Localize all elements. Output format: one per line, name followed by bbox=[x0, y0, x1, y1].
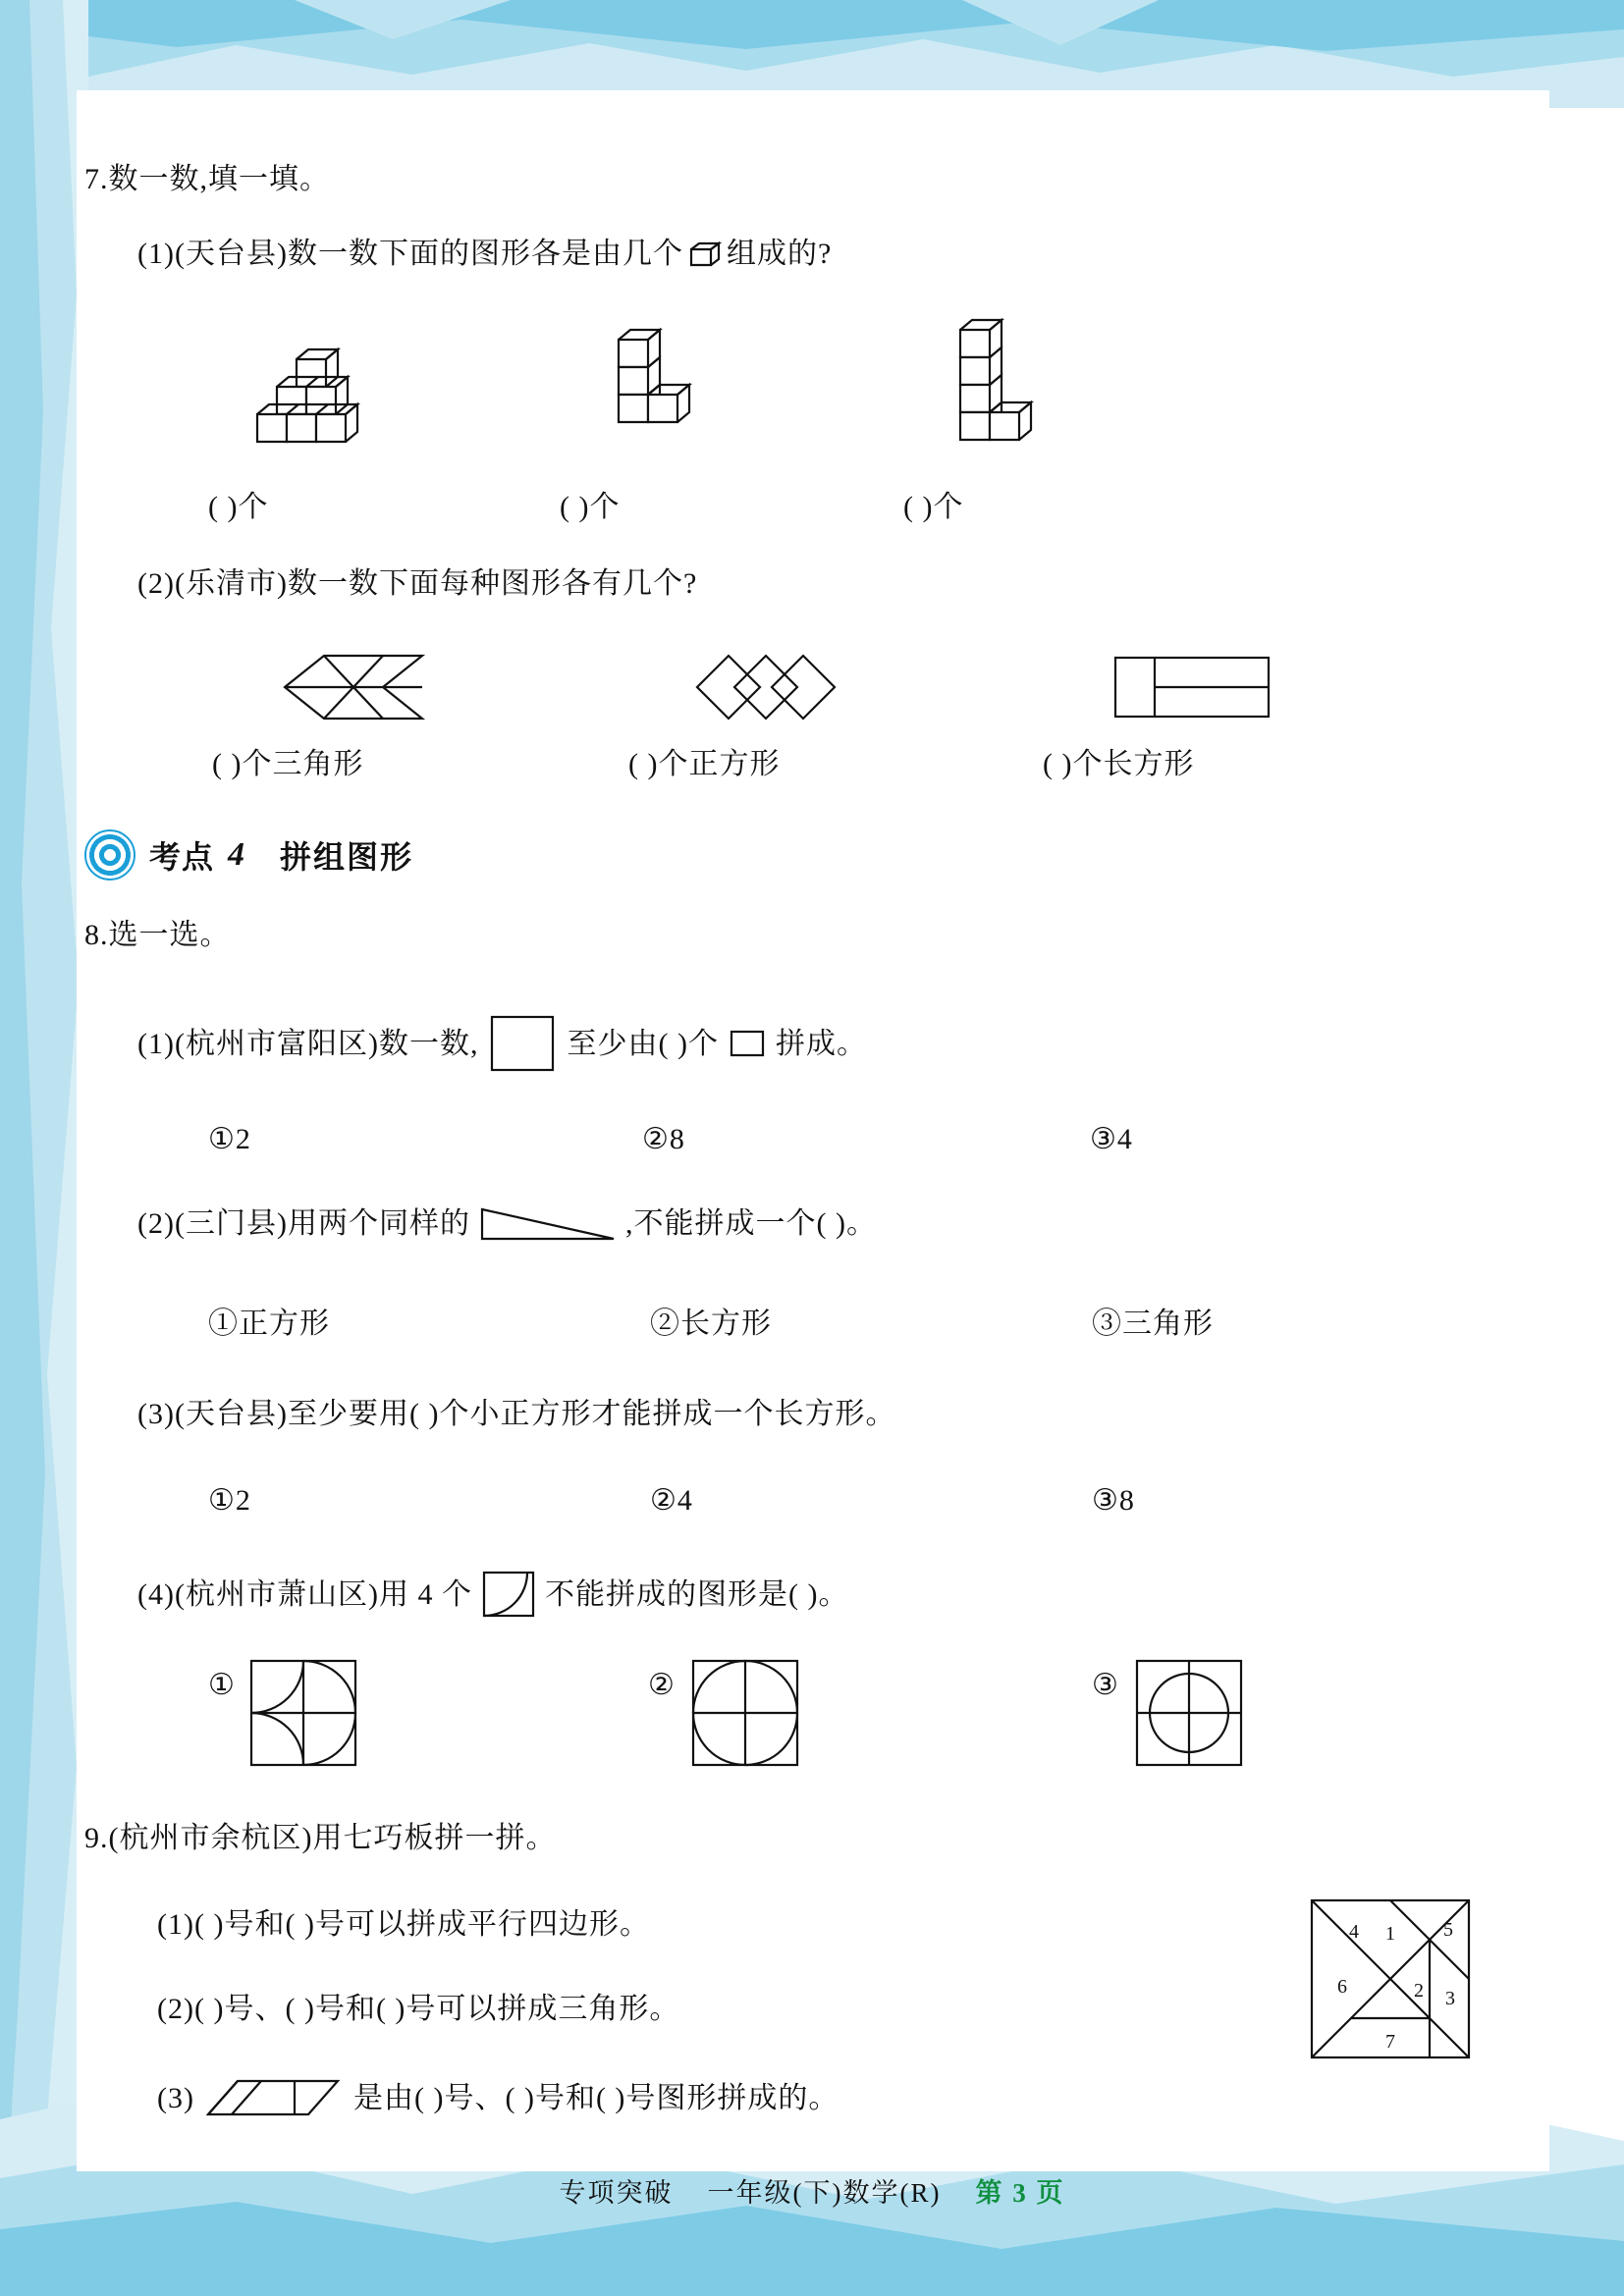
q7-sub2: (2)(乐清市)数一数下面每种图形各有几个? bbox=[137, 567, 698, 600]
kaodian-title: 拼组图形 bbox=[280, 839, 414, 875]
q7-blank-3: ( )个 bbox=[903, 491, 964, 523]
q8-item1-text-b: 至少由( )个 bbox=[567, 1027, 719, 1060]
diamonds-figure bbox=[687, 648, 864, 726]
footer-page-unit: 页 bbox=[1036, 2178, 1065, 2208]
q7-sub1 bbox=[137, 232, 832, 276]
small-cube-icon bbox=[687, 240, 723, 269]
tangram-number-3: 3 bbox=[1445, 1988, 1455, 2009]
q7-sub1-text: (1)(天台县)数一数下面的图形各是由几个 bbox=[137, 238, 683, 270]
q8-item1-text-a: (1)(杭州市富阳区)数一数, bbox=[137, 1027, 479, 1060]
q8-item4-figure-3[interactable] bbox=[1131, 1655, 1249, 1771]
q8-item1-text-c: 拼成。 bbox=[775, 1027, 867, 1060]
q8-item3-option-3[interactable]: ③8 bbox=[1092, 1484, 1135, 1517]
q7-sub1-tail: 组成的? bbox=[726, 238, 833, 270]
q8-item2-option-3[interactable]: ③三角形 bbox=[1092, 1308, 1214, 1340]
q8-item3-text: (3)(天台县)至少要用( )个小正方形才能拼成一个长方形。 bbox=[137, 1398, 896, 1430]
q9-line-2: (2)( )号、( )号和( )号可以拼成三角形。 bbox=[157, 1993, 680, 2025]
q8-item4-mark-2[interactable]: ② bbox=[648, 1669, 676, 1701]
q8-item2-text-a: (2)(三门县)用两个同样的 bbox=[137, 1206, 470, 1240]
square-figure bbox=[486, 1011, 559, 1076]
rhombus-figure bbox=[275, 648, 432, 726]
q8-item2 bbox=[137, 1200, 877, 1247]
q7-blank-2: ( )个 bbox=[560, 491, 621, 523]
right-triangle-figure bbox=[474, 1200, 622, 1247]
q7-blank-6: ( )个长方形 bbox=[1043, 748, 1195, 780]
q8-item1-option-2[interactable]: ②8 bbox=[642, 1123, 685, 1155]
q9-line-3 bbox=[157, 2071, 839, 2124]
q8-item2-option-2[interactable]: ②长方形 bbox=[650, 1308, 772, 1340]
small-square-icon bbox=[727, 1027, 768, 1060]
tangram-number-7: 7 bbox=[1385, 2031, 1395, 2053]
section-header-kaodian-4 bbox=[84, 829, 413, 881]
q8-item3-option-2[interactable]: ②4 bbox=[650, 1484, 693, 1517]
q8-item4-figure-1[interactable] bbox=[245, 1655, 363, 1771]
cube-figure-1 bbox=[226, 342, 403, 479]
q8-item2-option-1[interactable]: ①正方形 bbox=[208, 1308, 330, 1340]
footer-page-label: 第 bbox=[975, 2178, 1004, 2208]
q7-blank-1: ( )个 bbox=[208, 491, 269, 523]
q8-item4-text-a: (4)(杭州市萧山区)用 4 个 bbox=[137, 1577, 472, 1611]
q8-item4-figure-2[interactable] bbox=[687, 1655, 805, 1771]
q9-line3-text-a: (3) bbox=[157, 2081, 194, 2114]
tangram-number-5: 5 bbox=[1443, 1919, 1453, 1941]
spiral-icon bbox=[84, 829, 135, 881]
tangram-number-1: 1 bbox=[1385, 1923, 1395, 1945]
parallelogram-split-figure bbox=[200, 2071, 348, 2124]
q9-line3-text-b: 是由( )号、( )号和( )号图形拼成的。 bbox=[352, 2081, 839, 2114]
q8-item1-option-3[interactable]: ③4 bbox=[1090, 1123, 1133, 1155]
quarter-arc-square-icon bbox=[478, 1567, 539, 1622]
cube-figure-3 bbox=[933, 316, 1110, 483]
tangram-figure bbox=[1306, 1895, 1475, 2063]
q8-item1 bbox=[137, 1011, 867, 1076]
q7-blank-5: ( )个正方形 bbox=[628, 748, 781, 780]
tangram-number-2: 2 bbox=[1414, 1980, 1424, 2002]
footer-middle: 一年级(下)数学(R) bbox=[707, 2178, 942, 2208]
q8-item3-option-1[interactable]: ①2 bbox=[208, 1484, 251, 1517]
q9-line-1: (1)( )号和( )号可以拼成平行四边形。 bbox=[157, 1908, 650, 1941]
q8-item4-mark-3[interactable]: ③ bbox=[1092, 1669, 1119, 1701]
q7-title: 7.数一数,填一填。 bbox=[84, 163, 330, 195]
tangram-number-4: 4 bbox=[1349, 1921, 1359, 1943]
q8-item4-text-b: 不能拼成的图形是( )。 bbox=[544, 1577, 849, 1611]
tangram-number-6: 6 bbox=[1337, 1976, 1347, 1998]
q8-item2-text-b: ,不能拼成一个( )。 bbox=[624, 1206, 877, 1240]
q7-blank-4: ( )个三角形 bbox=[212, 748, 364, 780]
kaodian-number: 4 bbox=[228, 836, 245, 873]
q8-item4 bbox=[137, 1567, 848, 1622]
q8-item1-option-1[interactable]: ①2 bbox=[208, 1123, 251, 1155]
page-footer bbox=[0, 2171, 1624, 2210]
q9-title: 9.(杭州市余杭区)用七巧板拼一拼。 bbox=[84, 1822, 557, 1854]
footer-page-number: 3 bbox=[1012, 2178, 1028, 2208]
footer-left: 专项突破 bbox=[559, 2178, 674, 2208]
kaodian-label: 考点 bbox=[149, 839, 215, 875]
q8-title: 8.选一选。 bbox=[84, 919, 231, 951]
rectangle-figure bbox=[1110, 650, 1276, 724]
cube-figure-2 bbox=[589, 324, 766, 481]
q8-item4-mark-1[interactable]: ① bbox=[208, 1669, 236, 1701]
